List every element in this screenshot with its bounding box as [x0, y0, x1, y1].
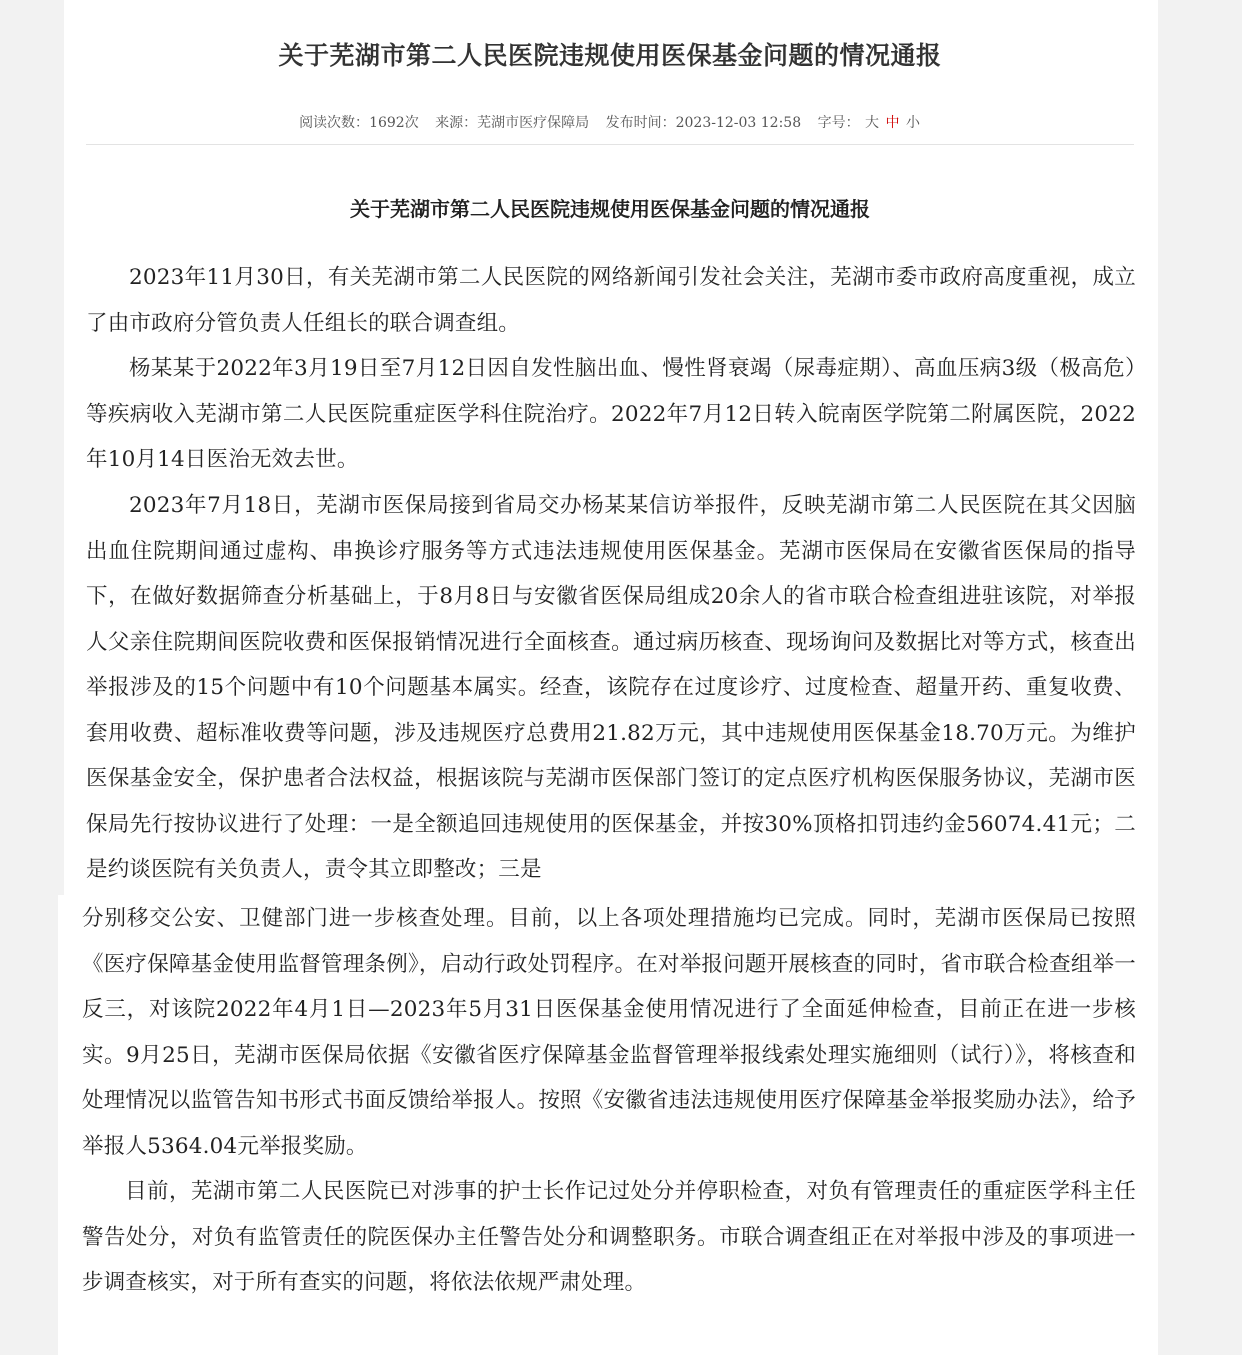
paragraph-4: 目前，芜湖市第二人民医院已对涉事的护士长作记过处分并停职检查，对负有管理责任的重症医学科主任警告处分，对负有监管责任的院医保办主任警告处分和调整职务。市联合调查组正在对举报中涉及的事项进一步调查核实，对于所有查实的问题，将依法依规严肃处理。	[82, 1179, 1136, 1295]
page-title: 关于芜湖市第二人民医院违规使用医保基金问题的情况通报	[278, 41, 942, 70]
paragraph-2: 杨某某于2022年3月19日至7月12日因自发性脑出血、慢性肾衰竭（尿毒症期）、高血压病3级（极高危）等疾病收入芜湖市第二人民医院重症医学科住院治疗。2022年7月12日转入皖南医学院第二附属医院，2022年10月14日医治无效去世。	[86, 356, 1136, 472]
views-count	[299, 115, 419, 131]
publish-time	[606, 115, 802, 131]
paragraph-3: 2023年7月18日，芜湖市医保局接到省局交办杨某某信访举报件，反映芜湖市第二人民医院在其父因脑出血住院期间通过虚构、串换诊疗服务等方式违法违规使用医保基金。芜湖市医保局在安徽省医保局的指导下，在做好数据筛查分析基础上，于8月8日与安徽省医保局组成20余人的省市联合检查组进驻该院，对举报人父亲住院期间医院收费和医保报销情况进行全面核查。通过病历核查、现场询问及数据比对等方式，核查出举报涉及的15个问题中有10个问题基本属实。经查，该院存在过度诊疗、过度检查、超量开药、重复收费、套用收费、超标准收费等问题，涉及违规医疗总费用21.82万元，其中违规使用医保基金18.70万元。为维护医保基金安全，保护患者合法权益，根据该院与芜湖市医保部门签订的定点医疗机构医保服务协议，芜湖市医保局先行按协议进行了处理：一是全额追回违规使用的医保基金，并按30%顶格扣罚违约金56074.41元；二是约谈医院有关负责人，责令其立即整改；三是	[86, 493, 1136, 882]
views-value: 1692次	[369, 115, 419, 131]
views-label: 阅读次数：	[299, 115, 370, 131]
article-title: 关于芜湖市第二人民医院违规使用医保基金问题的情况通报	[350, 197, 870, 221]
header-divider	[86, 144, 1134, 145]
source-label: 来源：	[435, 115, 478, 131]
article-meta	[0, 112, 1220, 132]
font-size-label: 字号：	[817, 115, 860, 131]
font-size-control	[818, 115, 921, 131]
font-size-small-button[interactable]: 小	[905, 115, 920, 131]
source	[435, 115, 589, 131]
font-size-medium-button[interactable]: 中	[885, 115, 900, 131]
publish-label: 发布时间：	[605, 115, 676, 131]
paragraph-3-continued: 分别移交公安、卫健部门进一步核查处理。目前，以上各项处理措施均已完成。同时，芜湖市医保局已按照《医疗保障基金使用监督管理条例》，启动行政处罚程序。在对举报问题开展核查的同时，省市联合检查组举一反三，对该院2022年4月1日—2023年5月31日医保基金使用情况进行了全面延伸检查，目前正在进一步核实。9月25日，芜湖市医保局依据《安徽省医疗保障基金监督管理举报线索处理实施细则（试行）》，将核查和处理情况以监管告知书形式书面反馈给举报人。按照《安徽省违法违规使用医疗保障基金举报奖励办法》，给予举报人5364.04元举报奖励。	[82, 906, 1136, 1159]
source-value: 芜湖市医疗保障局	[477, 115, 590, 131]
paragraph-1: 2023年11月30日，有关芜湖市第二人民医院的网络新闻引发社会关注，芜湖市委市政府高度重视，成立了由市政府分管负责人任组长的联合调查组。	[86, 265, 1136, 336]
font-size-large-button[interactable]: 大	[865, 115, 880, 131]
publish-value: 2023-12-03 12:58	[675, 115, 802, 131]
